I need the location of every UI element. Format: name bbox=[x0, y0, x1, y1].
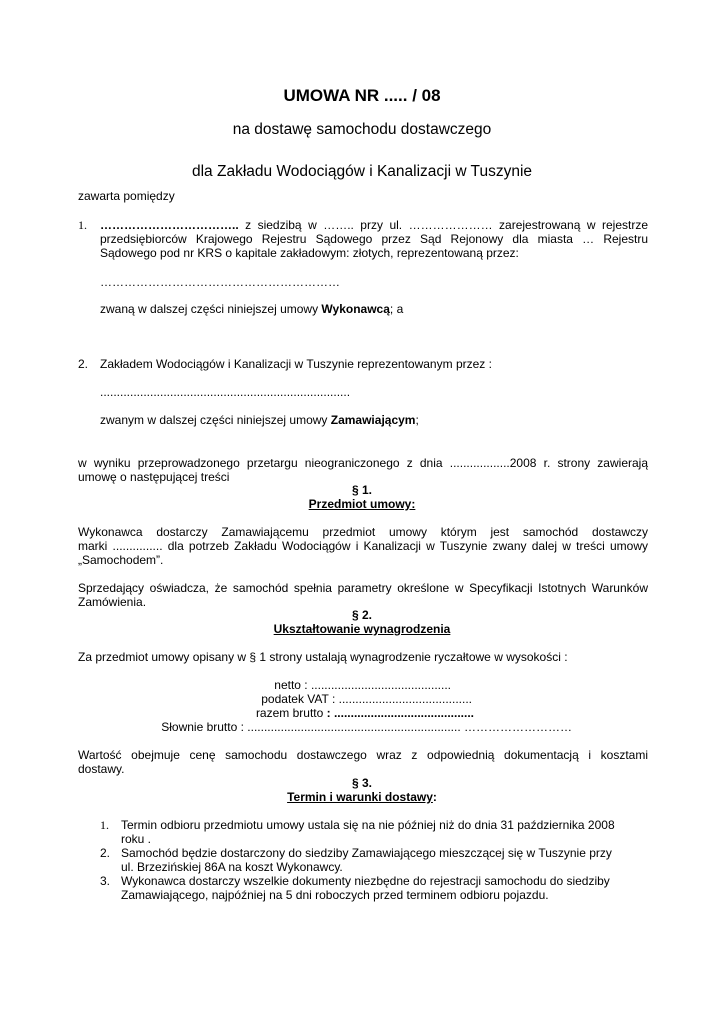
party1-line1 bbox=[100, 218, 648, 232]
party1-called bbox=[100, 302, 403, 316]
list-item-line2: roku . bbox=[121, 832, 152, 846]
section3-title-colon: : bbox=[432, 790, 437, 804]
party1-role: Wykonawcą bbox=[321, 302, 390, 316]
party2-called-pre: zwanym w dalszej części niniejszej umowy bbox=[100, 413, 331, 427]
list-item-line2: Zamawiającego, najpóźniej na 5 dni roboczych przed terminem odbioru pojazdu. bbox=[121, 888, 549, 902]
section1-title bbox=[0, 497, 724, 511]
section3-title-text: Termin i warunki dostawy bbox=[287, 790, 433, 804]
list-item-line2: ul. Brzezińskiej 86A na koszt Wykonawcy. bbox=[121, 860, 343, 874]
fee-vat: podatek VAT : ........................................ bbox=[261, 692, 472, 706]
party2-line1: Zakładem Wodociągów i Kanalizacji w Tuszynie reprezentowanym przez : bbox=[100, 357, 492, 371]
party2-called bbox=[100, 413, 419, 427]
list-item-line1: Termin odbioru przedmiotu umowy ustala się na nie później niż do dnia 31 października 2008 bbox=[121, 818, 615, 832]
list-item-line1: Samochód będzie dostarczony do siedziby Zamawiającego mieszczącej się w Tuszynie przy bbox=[121, 846, 612, 860]
section1-p2-line1: Sprzedający oświadcza, że samochód spełnia parametry określone w Specyfikacji Istotnych Warunków bbox=[78, 581, 648, 595]
section3-title bbox=[0, 790, 724, 804]
party2-called-post: ; bbox=[415, 413, 419, 427]
list-item-number: 2. bbox=[100, 846, 111, 860]
intro-text: zawarta pomiędzy bbox=[78, 189, 175, 203]
party2-representative-dots: ........................................................................... bbox=[100, 385, 351, 399]
tender-line1: w wyniku przeprowadzonego przetargu nieograniczonego z dnia ..................2008 r. strony zawierają bbox=[78, 456, 648, 470]
list-item-number: 3. bbox=[100, 874, 111, 888]
section1-p1-line1: Wykonawca dostarczy Zamawiającemu przedmiot umowy którym jest samochód dostawczy bbox=[78, 525, 648, 539]
party1-line1-rest: z siedzibą w …….. przy ul. ………………… zarejestrowaną w rejestrze bbox=[238, 218, 648, 232]
section1-title-text: Przedmiot umowy: bbox=[308, 497, 416, 511]
section1-p2-line2: Zamówienia. bbox=[78, 595, 147, 609]
fee-netto: netto : .......................................... bbox=[274, 678, 451, 692]
contract-client-line: dla Zakładu Wodociągów i Kanalizacji w Tuszynie bbox=[191, 163, 533, 180]
list-item-number: 1. bbox=[100, 818, 109, 832]
section2-p2-line2: dostawy. bbox=[78, 762, 125, 776]
section2-title bbox=[0, 622, 724, 636]
section1-p1-line2: marki ............... dla potrzeb Zakładu Wodociągów i Kanalizacji w Tuszynie zwany dalej w treści umowy bbox=[78, 539, 648, 553]
fee-brutto-value: : .......................................... bbox=[326, 706, 474, 720]
fee-brutto bbox=[256, 706, 474, 720]
party1-line2: przedsiębiorców Krajowego Rejestru Sądowego przez Sąd Rejonowy dla miasta … Rejestru bbox=[100, 232, 648, 246]
party1-line3: Sądowego pod nr KRS o kapitale zakładowym: złotych, reprezentowaną przez: bbox=[100, 246, 519, 260]
fee-slownie: Słownie brutto : ................................................................ ……………………… bbox=[161, 720, 572, 734]
section3-number: § 3. bbox=[351, 776, 372, 790]
party1-called-post: ; a bbox=[389, 302, 404, 316]
party1-called-pre: zwaną w dalszej części niniejszej umowy bbox=[100, 302, 322, 316]
contract-title: UMOWA NR ..... / 08 bbox=[283, 86, 441, 105]
party2-number: 2. bbox=[78, 357, 89, 371]
section1-p1-line3: „Samochodem”. bbox=[78, 553, 164, 567]
list-item-line1: Wykonawca dostarczy wszelkie dokumenty niezbędne do rejestracji samochodu do siedziby bbox=[121, 874, 610, 888]
party2-role: Zamawiającym bbox=[330, 413, 416, 427]
section2-p2-line1: Wartość obejmuje cenę samochodu dostawczego wraz z odpowiednią dokumentacją i kosztami bbox=[78, 748, 648, 762]
fee-brutto-label: razem brutto bbox=[255, 706, 327, 720]
section1-number: § 1. bbox=[351, 483, 372, 497]
tender-line2: umowę o następującej treści bbox=[78, 470, 230, 484]
contract-subtitle: na dostawę samochodu dostawczego bbox=[232, 121, 492, 138]
section2-title-text: Ukształtowanie wynagrodzenia bbox=[273, 622, 451, 636]
party1-number: 1. bbox=[78, 218, 87, 232]
party1-representative-dots: …………………………………………………… bbox=[100, 275, 340, 289]
section2-number: § 2. bbox=[351, 608, 372, 622]
section2-p1: Za przedmiot umowy opisany w § 1 strony ustalają wynagrodzenie ryczałtowe w wysokości : bbox=[78, 650, 568, 664]
party1-name-dots: …………………………….. bbox=[100, 218, 239, 232]
